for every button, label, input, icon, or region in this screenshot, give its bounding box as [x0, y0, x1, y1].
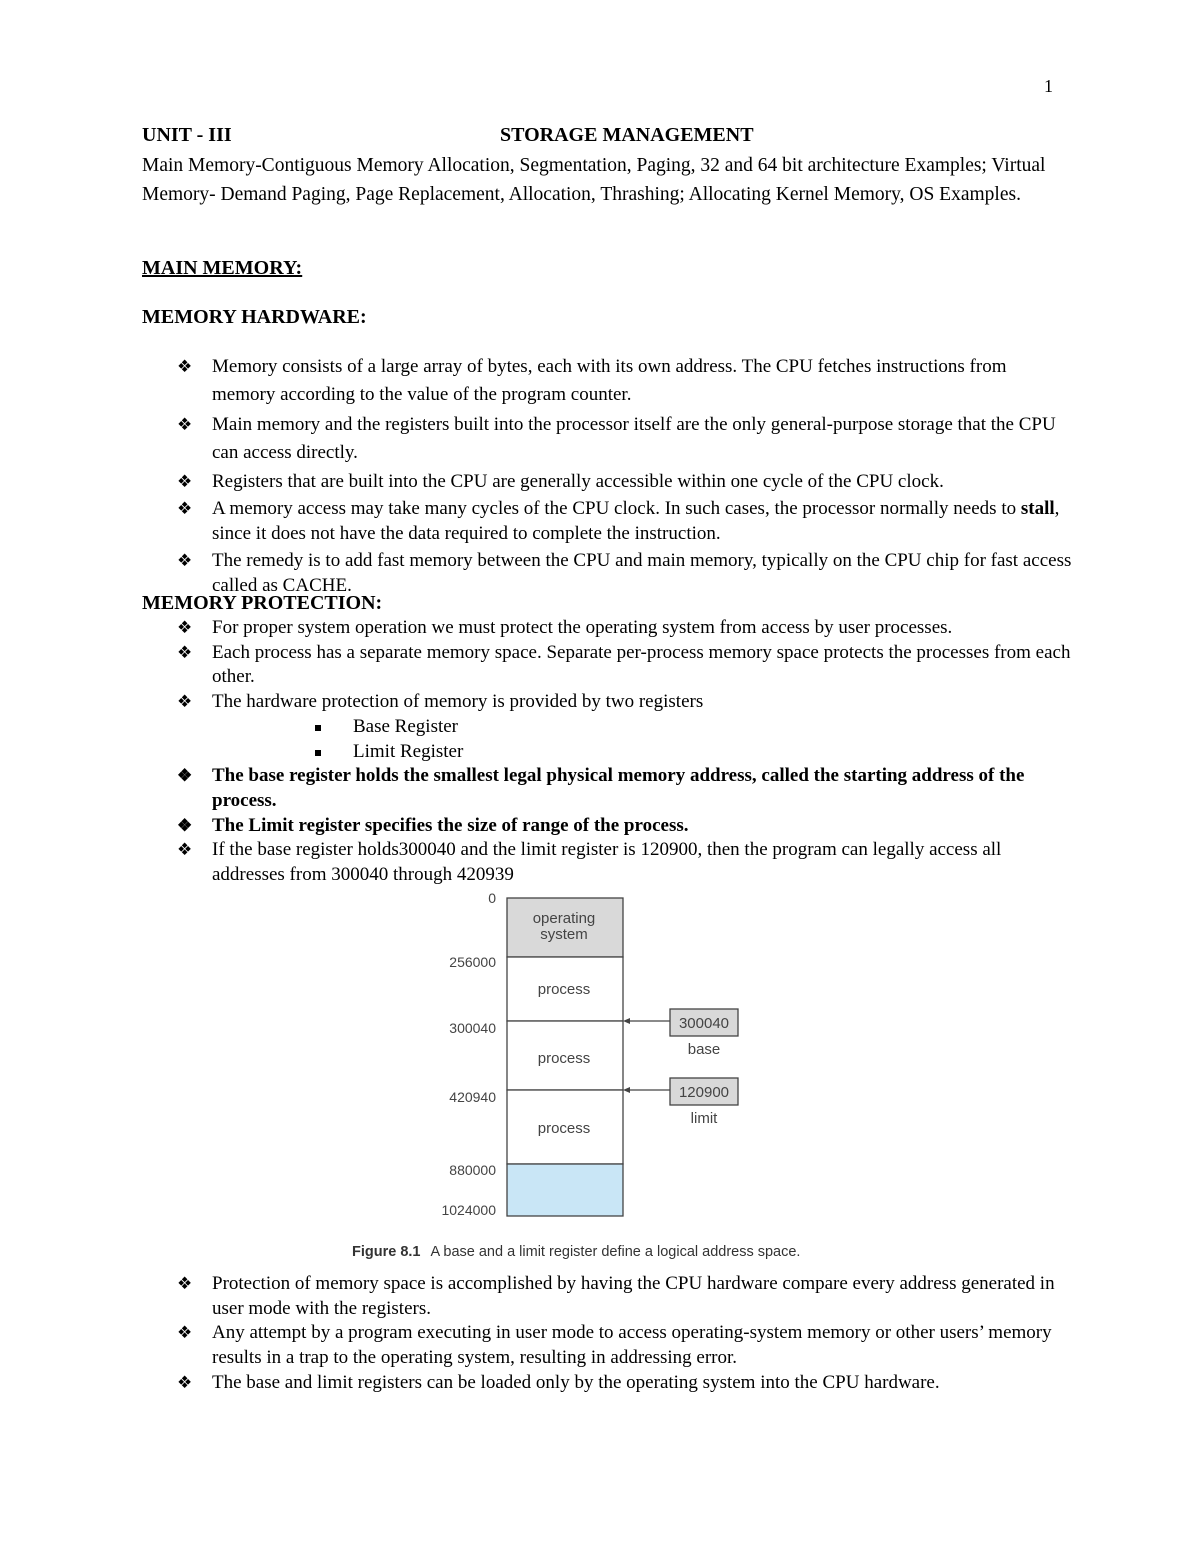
list-item — [0, 1272, 1072, 1321]
list-item — [0, 715, 953, 740]
os-label: operating — [532, 910, 596, 927]
list-item — [0, 353, 1072, 409]
diamond-bullet-icon: ❖ — [177, 1274, 193, 1293]
protection-details-list — [0, 1272, 1072, 1396]
process-label: process — [537, 1120, 591, 1137]
diamond-bullet-icon: ❖ — [177, 766, 193, 786]
list-item — [0, 740, 953, 765]
figure-caption — [352, 1244, 800, 1260]
diamond-bullet-icon: ❖ — [177, 357, 193, 376]
memory-diagram — [400, 885, 860, 1270]
address-label: 880000 — [449, 1162, 496, 1178]
unit-title: STORAGE MANAGEMENT — [500, 124, 754, 146]
syllabus-text: Main Memory-Contiguous Memory Allocation, Segmentation, Paging, 32 and 64 bit architecture Examples; Virtual Memory- Demand Paging, Page Replacement, Allocation, Thrashing; Allocating Kernel Memory, OS Examples. — [142, 155, 1046, 205]
bullet-text: A memory access may take many cycles of the CPU clock. In such cases, the processor normally needs to — [212, 498, 1017, 519]
os-label: system — [540, 926, 588, 943]
list-item — [0, 641, 1072, 690]
diamond-bullet-icon: ❖ — [177, 499, 193, 518]
list-item — [0, 764, 1072, 813]
list-item — [0, 1321, 1072, 1370]
base-register-value: 300040 — [678, 1015, 730, 1032]
process-label: process — [537, 1050, 591, 1067]
free-region — [507, 1164, 623, 1216]
list-item — [0, 411, 1072, 467]
diamond-bullet-icon: ❖ — [177, 840, 193, 860]
memory-protection-list — [0, 616, 1072, 888]
diamond-bullet-icon: ❖ — [177, 551, 193, 570]
diamond-bullet-icon: ❖ — [177, 618, 193, 637]
bullet-text: Each process has a separate memory space. Separate per-process memory space protects the processes from each other. — [212, 641, 1071, 688]
diamond-bullet-icon: ❖ — [177, 1372, 193, 1392]
limit-register-value: 120900 — [678, 1084, 730, 1101]
list-item — [0, 1371, 1072, 1396]
diamond-bullet-icon: ❖ — [177, 472, 193, 491]
bullet-text: For proper system operation we must protect the operating system from access by user processes. — [212, 617, 953, 638]
stall-term: stall — [1020, 498, 1055, 519]
bullet-text: Protection of memory space is accomplished by having the CPU hardware compare every address generated in user mode with the registers. — [212, 1273, 1055, 1319]
bullet-text: The base register holds the smallest legal physical memory address, called the starting address of the process. — [212, 765, 1025, 811]
list-item — [0, 496, 1072, 546]
process-label: process — [537, 981, 591, 998]
bullet-text: Memory consists of a large array of bytes, each with its own address. The CPU fetches instructions from memory according to the value of the program counter. — [212, 356, 1007, 405]
list-item — [0, 838, 1072, 887]
address-label: 0 — [488, 890, 496, 906]
diamond-bullet-icon: ❖ — [177, 415, 193, 434]
unit-label: UNIT - III — [142, 124, 232, 146]
bullet-text: Main memory and the registers built into the processor itself are the only general-purpose storage that the CPU can access directly. — [212, 414, 1056, 463]
register-name: Limit Register — [353, 740, 464, 762]
bullet-text: The hardware protection of memory is provided by two registers — [212, 691, 704, 713]
bullet-text: If the base register holds300040 and the limit register is 120900, then the program can legally access all addresses from 300040 through 420939 — [212, 839, 1002, 886]
bullet-text-tail: , since it does not have the data required to complete the instruction. — [212, 498, 1060, 544]
address-label: 300040 — [449, 1020, 496, 1036]
memory-protection-heading: MEMORY PROTECTION: — [142, 592, 383, 614]
list-item — [0, 690, 1072, 764]
list-item — [0, 469, 1072, 494]
list-item — [0, 814, 1072, 839]
diamond-bullet-icon: ❖ — [177, 642, 193, 662]
figure-caption-text: A base and a limit register define a logical address space. — [430, 1244, 801, 1260]
bullet-text: Registers that are built into the CPU are generally accessible within one cycle of the CPU clock. — [212, 471, 944, 492]
register-name: Base Register — [353, 715, 459, 737]
diamond-bullet-icon: ❖ — [177, 692, 193, 712]
address-label: 420940 — [449, 1089, 496, 1105]
diamond-bullet-icon: ❖ — [177, 1323, 193, 1343]
square-bullet-icon — [315, 750, 321, 756]
figure-caption-label: Figure 8.1 — [352, 1244, 421, 1260]
base-register-label: base — [687, 1041, 721, 1058]
main-memory-heading: MAIN MEMORY: — [142, 257, 303, 279]
square-bullet-icon — [315, 725, 321, 731]
memory-hardware-heading: MEMORY HARDWARE: — [142, 306, 367, 328]
list-item — [0, 548, 1072, 598]
bullet-text: The Limit register specifies the size of range of the process. — [212, 814, 689, 836]
bullet-text: The remedy is to add fast memory between the CPU and main memory, typically on the CPU chip for fast access called as CACHE. — [212, 550, 1072, 596]
limit-register-label: limit — [690, 1110, 718, 1127]
arrowhead-icon — [623, 1018, 630, 1024]
address-label: 1024000 — [441, 1202, 496, 1218]
bullet-text: The base and limit registers can be loaded only by the operating system into the CPU hardware. — [212, 1371, 940, 1393]
bullet-text: Any attempt by a program executing in user mode to access operating-system memory or other users’ memory results in a trap to the operating system, resulting in addressing error. — [212, 1322, 1052, 1369]
register-list — [212, 715, 1072, 764]
memory-hardware-list — [0, 353, 1072, 600]
page-number: 1 — [1044, 76, 1053, 96]
list-item — [0, 616, 1072, 641]
diamond-bullet-icon: ❖ — [177, 815, 193, 835]
address-label: 256000 — [449, 954, 496, 970]
arrowhead-icon — [623, 1087, 630, 1093]
